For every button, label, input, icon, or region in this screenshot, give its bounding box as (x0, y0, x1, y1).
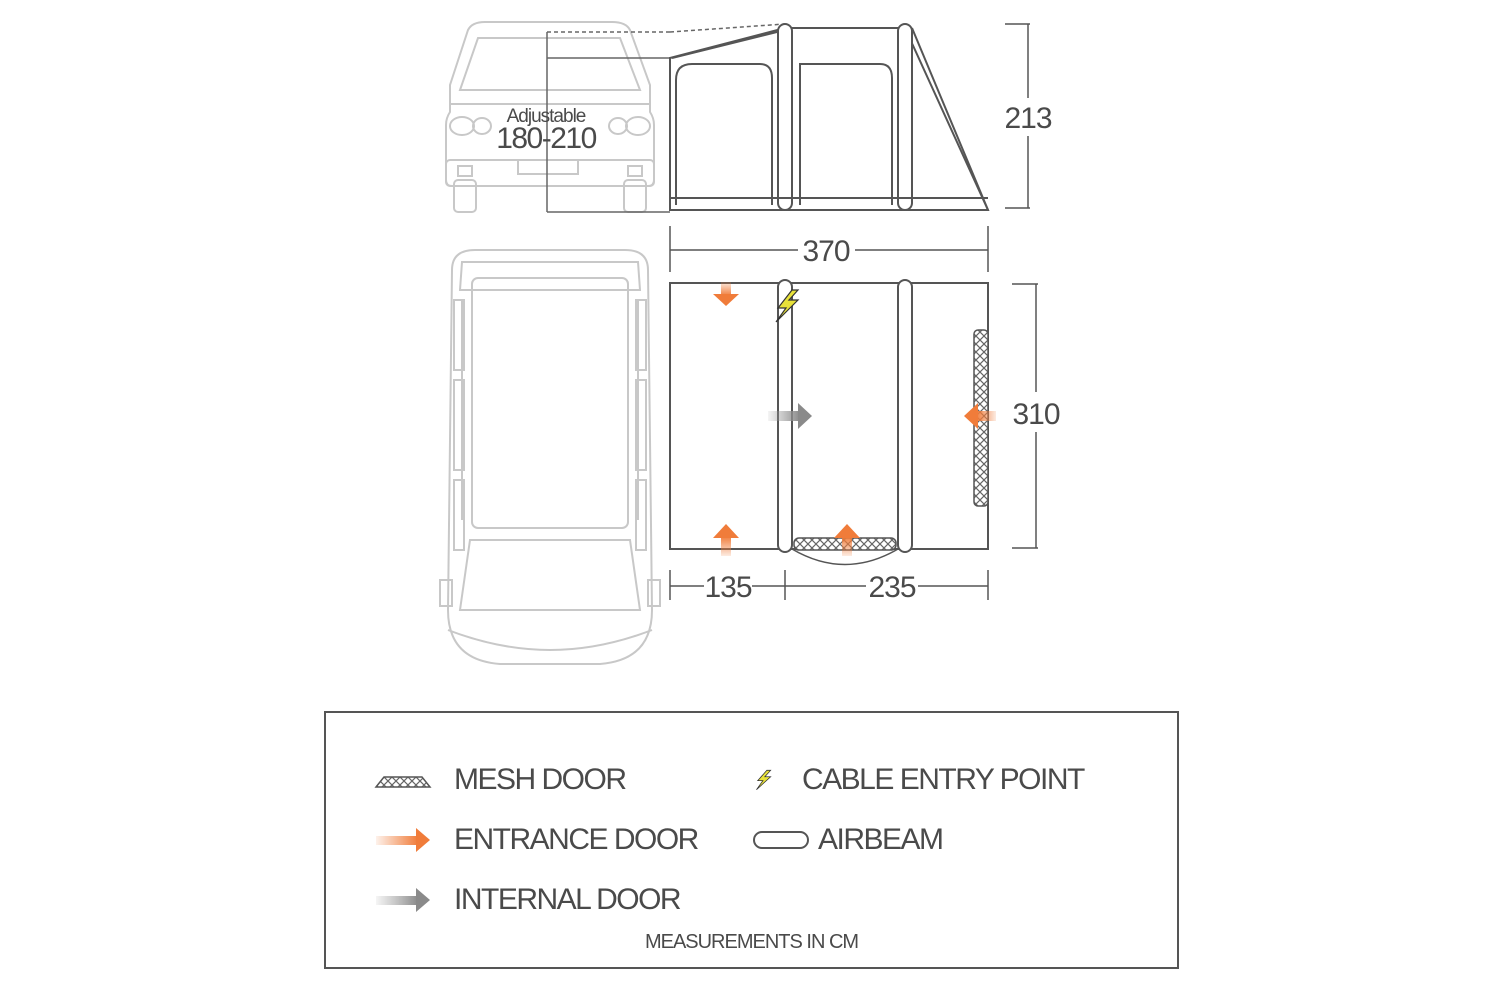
measurements-footnote: MEASUREMENTS IN CM (644, 931, 859, 953)
legend-label-mesh-door: MESH DOOR (454, 763, 626, 796)
awning-top-view (670, 280, 988, 565)
legend-label-airbeam: AIRBEAM (818, 823, 943, 856)
legend-box (324, 711, 1179, 969)
cable-entry-icon (750, 765, 790, 795)
van-top-view (440, 250, 660, 664)
legend-item-internal-door (372, 883, 680, 917)
awning-front-view (670, 24, 988, 210)
legend-item-airbeam (750, 823, 943, 857)
height-dimension-label: 213 (1004, 102, 1052, 135)
legend-label-entrance-door: ENTRANCE DOOR (454, 823, 698, 856)
internal-arrow-icon (372, 885, 434, 915)
adjustable-label: Adjustable (506, 106, 586, 127)
mesh-door-icon (372, 765, 434, 795)
section-left-dimension-label: 135 (704, 571, 752, 604)
legend-label-internal-door: INTERNAL DOOR (454, 883, 681, 916)
width-dimension-label: 370 (802, 235, 850, 268)
entrance-arrow-icon (372, 825, 434, 855)
legend-item-entrance-door (372, 823, 698, 857)
legend-item-mesh-door (372, 763, 626, 797)
section-right-dimension-label: 235 (868, 571, 916, 604)
depth-dimension-label: 310 (1012, 398, 1060, 431)
legend-label-cable-entry: CABLE ENTRY POINT (802, 763, 1084, 796)
adjustable-range-label: 180-210 (496, 122, 596, 155)
legend-item-cable-entry (750, 763, 1084, 797)
airbeam-icon (750, 825, 812, 855)
airbeam-right (898, 280, 912, 552)
